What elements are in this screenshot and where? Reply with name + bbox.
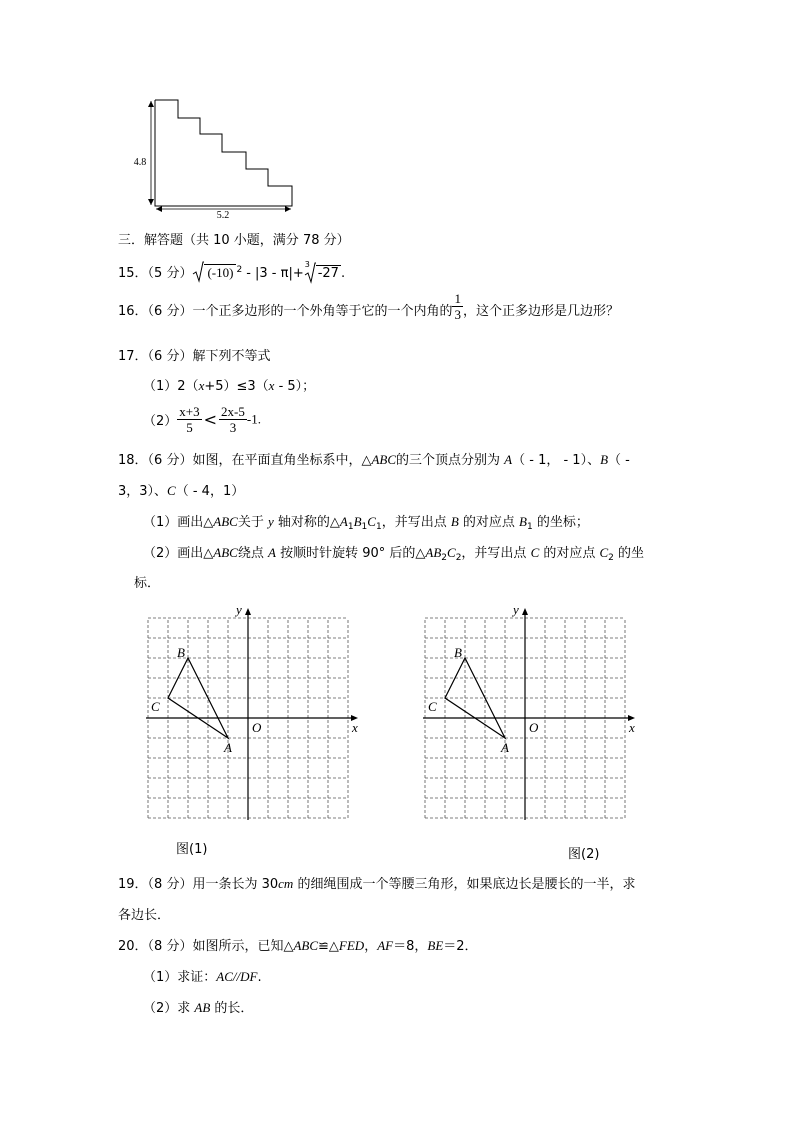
q15-cube-radicand: -27 bbox=[317, 266, 339, 281]
q16-frac-num: 1 bbox=[454, 291, 461, 306]
question-20 bbox=[118, 935, 478, 954]
q16-text-b: ，这个正多边形是几边形？ bbox=[462, 304, 619, 319]
q17-part-2 bbox=[143, 404, 261, 435]
origin-label: O bbox=[529, 720, 539, 735]
x-axis-label: x bbox=[352, 720, 358, 735]
q18-s2-c: 按顺时针旋转 90° 后的△ bbox=[275, 546, 426, 561]
q18-s2-b: 绕点 bbox=[237, 546, 268, 561]
height-label: 4.8 bbox=[133, 157, 147, 168]
vertex-b-label: B bbox=[177, 645, 185, 660]
q19-text-b: 的细绳围成一个等腰三角形，如果底边长是腰长的一半，求 bbox=[293, 877, 636, 892]
q18-l1-A: A bbox=[504, 452, 513, 467]
q16-frac-den: 3 bbox=[454, 307, 461, 322]
q17-frac-2 bbox=[219, 404, 247, 435]
q17-title: 解下列不等式 bbox=[192, 349, 271, 364]
q16-points: （6 分） bbox=[147, 304, 193, 319]
q16-number: 16． bbox=[118, 304, 148, 319]
q18-number: 18． bbox=[118, 453, 148, 468]
q18-l1-d: （ - bbox=[608, 453, 630, 468]
q20-fed: FED bbox=[338, 938, 365, 953]
q18-s1-B1-sub: 1 bbox=[361, 522, 368, 532]
vertex-a-label: A bbox=[501, 740, 509, 755]
coordinate-grid-figure-2 bbox=[412, 595, 652, 835]
q19-unit: cm bbox=[278, 876, 294, 891]
q19-number: 19． bbox=[118, 877, 148, 892]
q18-s2-a: （2）画出△ bbox=[143, 546, 214, 561]
q20-comma: ， bbox=[364, 939, 378, 954]
vertex-b-label: B bbox=[454, 645, 462, 660]
q18-s2-A: A bbox=[267, 545, 276, 560]
q18-s2-Cp-sub: 2 bbox=[608, 553, 614, 563]
q16-fraction bbox=[452, 291, 463, 322]
q15-radicand: (-10) bbox=[207, 265, 234, 280]
q17-p1-x2: x bbox=[268, 378, 275, 393]
q17-frac-1 bbox=[177, 404, 201, 435]
q20-p1-parallel: // bbox=[232, 969, 241, 984]
q17-p1-x1: x bbox=[198, 378, 205, 393]
q18-s2-abc: ABC bbox=[213, 545, 238, 560]
sqrt-expression bbox=[192, 265, 242, 281]
question-17 bbox=[118, 345, 270, 364]
q20-abc: ABC bbox=[293, 938, 319, 953]
question-15 bbox=[118, 262, 345, 281]
q16-text-a: 一个正多边形的一个外角等于它的一个内角的 bbox=[192, 304, 453, 319]
q20-p1-df: DF bbox=[240, 969, 258, 984]
q18-l1-a: 如图，在平面直角坐标系中，△ bbox=[192, 453, 372, 468]
q20-p1-ac: AC bbox=[216, 969, 233, 984]
q18-s2-d: ，并写出点 bbox=[461, 546, 531, 561]
q17-frac2-den: 3 bbox=[229, 420, 237, 435]
question-16 bbox=[118, 291, 619, 322]
q18-s2-B2: B bbox=[433, 545, 442, 560]
q18-s1-C1: C bbox=[367, 514, 376, 529]
q17-part-1 bbox=[143, 375, 315, 394]
q18-s1-C1-sub: 1 bbox=[375, 522, 382, 532]
origin-label: O bbox=[252, 720, 262, 735]
q17-points: （6 分） bbox=[147, 349, 193, 364]
q18-s1-d: ，并写出点 bbox=[381, 515, 451, 530]
q17-lt-sign: < bbox=[203, 410, 218, 429]
q18-s2-A2: A bbox=[425, 545, 434, 560]
q15-exponent: 2 bbox=[236, 264, 243, 275]
y-axis-label: y bbox=[513, 602, 519, 617]
q20-p1-a: （1）求证： bbox=[143, 970, 217, 985]
q20-af: AF bbox=[377, 938, 394, 953]
q20-p2-ab: AB bbox=[194, 1000, 211, 1015]
q18-s1-b: 关于 bbox=[237, 515, 268, 530]
q20-be: BE bbox=[427, 938, 444, 953]
q18-s1-B: B bbox=[450, 514, 459, 529]
q20-eq1: ＝8， bbox=[393, 939, 428, 954]
vertex-c-label: C bbox=[428, 699, 437, 714]
q18-l1-b: 的三个顶点分别为 bbox=[396, 453, 505, 468]
y-axis-arrow bbox=[522, 608, 528, 615]
q18-s2-C2: C bbox=[447, 545, 456, 560]
q17-frac2-num: 2x-5 bbox=[221, 404, 245, 419]
q17-frac1-den: 5 bbox=[186, 420, 193, 435]
y-axis-arrow bbox=[245, 608, 251, 615]
q15-end: . bbox=[340, 266, 346, 281]
q19-text-a: 用一条长为 30 bbox=[192, 877, 279, 892]
q17-p1-b: +5）≤3（ bbox=[204, 379, 269, 394]
q15-number: 15． bbox=[118, 266, 148, 281]
q15-cube-index: 3 bbox=[304, 260, 310, 269]
q18-s1-A1-sub: 1 bbox=[347, 522, 354, 532]
q18-l1-c: （ - 1， - 1）、 bbox=[512, 453, 601, 468]
q18-s2-Cp: C bbox=[599, 545, 609, 560]
width-label: 5.2 bbox=[216, 210, 230, 221]
question-18-line-2 bbox=[118, 480, 244, 499]
q20-cong: ≌△ bbox=[318, 939, 339, 954]
vertex-c-label: C bbox=[151, 699, 160, 714]
q20-part-2 bbox=[143, 997, 253, 1016]
q20-eq2: ＝2． bbox=[443, 939, 478, 954]
q20-p2-b: 的长． bbox=[210, 1001, 254, 1016]
q18-l1-abc: ABC bbox=[371, 452, 397, 467]
q20-points: （8 分） bbox=[147, 939, 193, 954]
q18-s1-abc: ABC bbox=[213, 514, 238, 529]
q18-l1-B: B bbox=[600, 452, 609, 467]
q19-points: （8 分） bbox=[147, 877, 193, 892]
q18-s2-f: 的坐 bbox=[613, 546, 645, 561]
vertex-a-label: A bbox=[224, 740, 232, 755]
q18-s1-Bp: B bbox=[519, 514, 527, 529]
q17-p2-label: （2） bbox=[143, 414, 178, 429]
q17-frac1-num: x+3 bbox=[179, 404, 200, 419]
q15-points: （5 分） bbox=[147, 266, 193, 281]
q17-number: 17． bbox=[118, 349, 148, 364]
cbrt-expression bbox=[304, 260, 341, 281]
q18-s2-C2-sub: 2 bbox=[455, 553, 462, 563]
q18-l2-C: C bbox=[167, 483, 176, 498]
q20-p1-end: . bbox=[257, 970, 262, 985]
q18-s2-B2-sub: 2 bbox=[441, 553, 448, 563]
q18-l2-b: （ - 4，1） bbox=[175, 484, 245, 499]
q18-s1-f: 的坐标； bbox=[532, 515, 589, 530]
q17-p2-end: -1. bbox=[246, 411, 261, 427]
question-19-line-2: 各边长． bbox=[118, 908, 171, 923]
q18-s2-e: 的对应点 bbox=[539, 546, 600, 561]
q17-p1-c: - 5）； bbox=[274, 379, 316, 394]
q17-p1-label: （1） bbox=[143, 379, 178, 394]
q20-text-a: 如图所示，已知△ bbox=[192, 939, 294, 954]
figure-1-caption: 图(1) bbox=[176, 842, 208, 857]
q20-number: 20． bbox=[118, 939, 148, 954]
q20-part-1 bbox=[143, 966, 262, 985]
figure-2-caption: 图(2) bbox=[568, 847, 600, 862]
coordinate-grid-figure-1 bbox=[135, 595, 375, 835]
q18-s1-e: 的对应点 bbox=[458, 515, 520, 530]
q18-s1-a: （1）画出△ bbox=[143, 515, 214, 530]
staircase-figure bbox=[130, 92, 310, 222]
q18-l2-a: 3，3）、 bbox=[118, 484, 168, 499]
q18-sub-2-line-2: 标． bbox=[134, 576, 161, 591]
q18-sub-2 bbox=[143, 542, 644, 563]
q18-s1-Bp-sub: 1 bbox=[527, 522, 533, 532]
q18-points: （6 分） bbox=[147, 453, 193, 468]
q18-s1-B1: B bbox=[353, 514, 362, 529]
q20-p2-a: （2）求 bbox=[143, 1001, 195, 1016]
x-axis-label: x bbox=[629, 720, 635, 735]
q18-s1-c: 轴对称的△ bbox=[273, 515, 340, 530]
question-18-line-1 bbox=[118, 449, 630, 468]
q18-s1-A1: A bbox=[339, 514, 348, 529]
question-19-line-1 bbox=[118, 873, 635, 892]
q17-p1-a: 2（ bbox=[177, 379, 199, 394]
section-heading: 三．解答题（共 10 小题，满分 78 分） bbox=[118, 233, 350, 248]
y-axis-label: y bbox=[236, 602, 242, 617]
q18-sub-1 bbox=[143, 511, 589, 532]
q15-abs-part: - |3 - π|+ bbox=[246, 266, 304, 281]
q18-s2-C: C bbox=[530, 545, 540, 560]
q18-s1-y: y bbox=[267, 514, 274, 529]
